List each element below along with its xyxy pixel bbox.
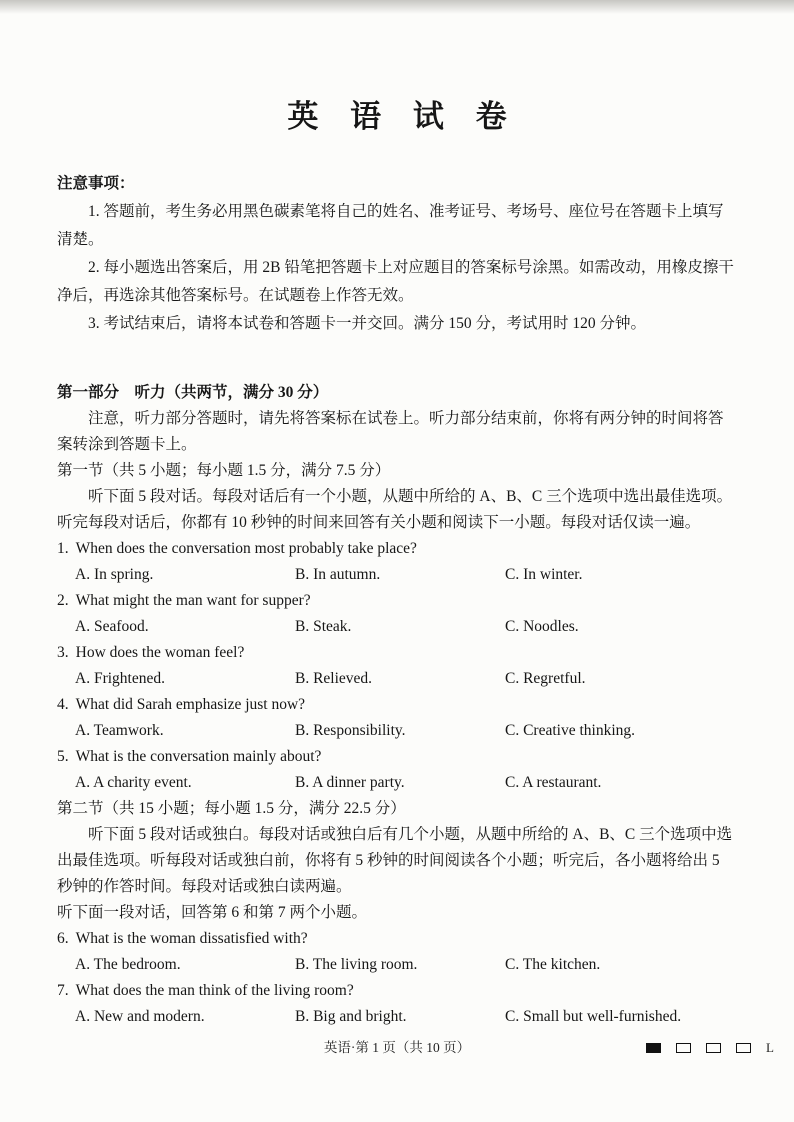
notice-item-3: 3. 考试结束后，请将本试卷和答题卡一并交回。满分 150 分，考试用时 120 分钟。 <box>88 315 647 332</box>
option-b: B. Steak. <box>295 618 352 635</box>
page-title: 英 语 试 卷 <box>287 99 519 134</box>
question-number: 3. <box>57 644 69 661</box>
question-text: What is the woman dissatisfied with? <box>75 930 308 947</box>
section2-dialogue-note: 听下面一段对话，回答第 6 和第 7 两个小题。 <box>57 904 368 921</box>
option-c: C. Small but well-furnished. <box>505 1008 682 1025</box>
notice-section <box>57 170 737 338</box>
question-options <box>57 770 737 796</box>
page-footer: 英语·第 1 页（共 10 页） <box>323 1040 471 1055</box>
section1-instructions: 听下面 5 段对话。每段对话后有一个小题，从题中所给的 A、B、C 三个选项中选出最佳选项。听完每段对话后，你都有 10 秒钟的时间来回答有关小题和阅读下一小题。每段对话仅读一遍。 <box>57 488 733 531</box>
question-options <box>57 718 737 744</box>
option-a: A. New and modern. <box>75 1008 205 1025</box>
option-a: A. Teamwork. <box>75 722 164 739</box>
question-7 <box>57 978 737 1030</box>
question-options <box>57 614 737 640</box>
question-options <box>57 562 737 588</box>
question-text: What did Sarah emphasize just now? <box>75 696 306 713</box>
question-text: What might the man want for supper? <box>75 592 311 609</box>
question-options <box>57 1004 737 1030</box>
question-number: 2. <box>57 592 69 609</box>
option-b: B. The living room. <box>295 956 418 973</box>
question-text: What does the man think of the living room? <box>75 982 354 999</box>
option-a: A. Frightened. <box>75 670 165 687</box>
question-options <box>57 952 737 978</box>
option-a: A. In spring. <box>75 566 154 583</box>
question-3 <box>57 640 737 692</box>
option-b: B. In autumn. <box>295 566 381 583</box>
option-b: B. Big and bright. <box>295 1008 407 1025</box>
notice-item-2: 2. 每小题选出答案后，用 2B 铅笔把答题卡上对应题目的答案标号涂黑。如需改动，用橡皮擦干净后，再选涂其他答案标号。在试题卷上作答无效。 <box>57 259 734 304</box>
print-mark-outline-square-icon <box>676 1043 691 1053</box>
part1-heading: 第一部分 听力（共两节，满分 30 分） <box>57 384 329 401</box>
print-mark-outline-square-icon <box>706 1043 721 1053</box>
question-number: 5. <box>57 748 69 765</box>
question-4 <box>57 692 737 744</box>
question-1 <box>57 536 737 588</box>
question-5 <box>57 744 737 796</box>
option-c: C. Regretful. <box>505 670 586 687</box>
question-text: When does the conversation most probably take place? <box>75 540 417 557</box>
option-a: A. The bedroom. <box>75 956 181 973</box>
question-text: What is the conversation mainly about? <box>75 748 322 765</box>
question-number: 1. <box>57 540 69 557</box>
question-number: 7. <box>57 982 69 999</box>
print-mark-filled-square-icon <box>646 1043 661 1053</box>
section1-heading: 第一节（共 5 小题；每小题 1.5 分，满分 7.5 分） <box>57 462 391 479</box>
print-mark-label: L <box>766 1040 774 1055</box>
question-text: How does the woman feel? <box>75 644 245 661</box>
option-b: B. A dinner party. <box>295 774 405 791</box>
notice-item-1: 1. 答题前，考生务必用黑色碳素笔将自己的姓名、准考证号、考场号、座位号在答题卡上填写清楚。 <box>57 203 724 248</box>
option-c: C. In winter. <box>505 566 583 583</box>
option-a: A. Seafood. <box>75 618 149 635</box>
part1-listening <box>57 380 737 1030</box>
option-c: C. The kitchen. <box>505 956 601 973</box>
section2-heading: 第二节（共 15 小题；每小题 1.5 分，满分 22.5 分） <box>57 800 406 817</box>
option-c: C. Noodles. <box>505 618 579 635</box>
option-b: B. Responsibility. <box>295 722 406 739</box>
question-number: 4. <box>57 696 69 713</box>
print-mark-outline-square-icon <box>736 1043 751 1053</box>
question-2 <box>57 588 737 640</box>
question-options <box>57 666 737 692</box>
question-6 <box>57 926 737 978</box>
scan-edge <box>0 0 794 14</box>
print-registration-marks <box>646 1040 774 1056</box>
option-b: B. Relieved. <box>295 670 373 687</box>
section2-instructions: 听下面 5 段对话或独白。每段对话或独白后有几个小题，从题中所给的 A、B、C 三个选项中选出最佳选项。听每段对话或独白前，你将有 5 秒钟的时间阅读各个小题；听完后，各小题将给出 5 秒钟的作答时间。每段对话或独白读两遍。 <box>57 826 733 895</box>
option-c: C. A restaurant. <box>505 774 602 791</box>
notice-heading: 注意事项： <box>57 175 135 192</box>
question-number: 6. <box>57 930 69 947</box>
option-c: C. Creative thinking. <box>505 722 636 739</box>
option-a: A. A charity event. <box>75 774 192 791</box>
part1-intro: 注意，听力部分答题时，请先将答案标在试卷上。听力部分结束前，你将有两分钟的时间将答案转涂到答题卡上。 <box>57 410 724 453</box>
